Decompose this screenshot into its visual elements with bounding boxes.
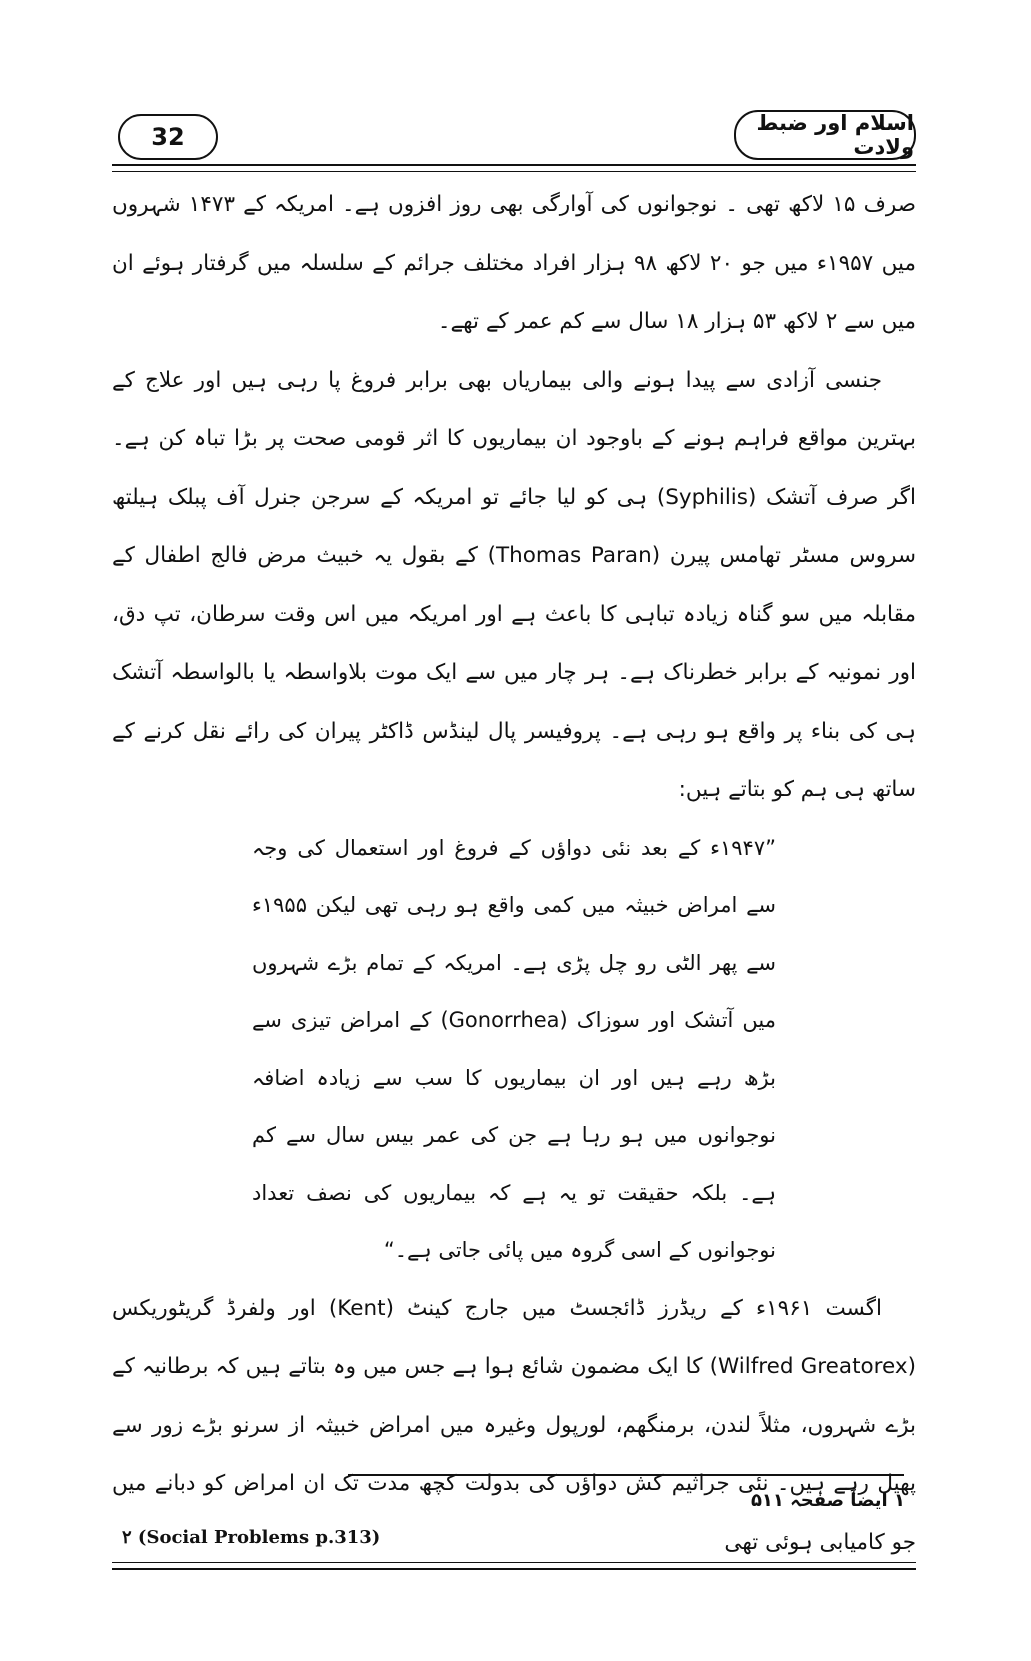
footer-divider [112,1562,916,1570]
main-text [112,176,916,1572]
footnote-2: ۲ (Social Problems p.313) [122,1527,381,1548]
block-quote: ”۱۹۴۷ء کے بعد نئی دواؤں کے فروغ اور استعمال کی وجہ سے امراض خبیثہ میں کمی واقع ہو رہی تھی لیکن ۱۹۵۵ء سے پھر الٹی رو چل پڑی ہے۔ امریکہ کے تمام بڑے شہروں میں آتشک اور سوزاک (Gonorrhea) کے امراض تیزی سے بڑھ رہے ہیں اور ان بیماریوں کا سب سے زیادہ اضافہ نوجوانوں میں ہو رہا ہے جن کی عمر بیس سال سے کم ہے۔ بلکہ حقیقت تو یہ ہے کہ بیماریوں کی نصف تعداد نوجوانوں کے اسی گروہ میں پائی جاتی ہے۔“ [252,835,776,1262]
paragraph-3: اگست ۱۹۶۱ء کے ریڈرز ڈائجسٹ میں جارج کینٹ (Kent) اور ولفرڈ گریٹوریکس (Wilfred Greatorex) کا ایک مضمون شائع ہوا ہے جس میں وہ بتاتے ہیں کہ برطانیہ کے بڑے شہروں، مثلاً لندن، برمنگھم، لورپول وغیرہ میں امراض خبیثہ از سرنو بڑے زور سے پھیل رہے ہیں۔ نئی جراثیم کش دواؤں کی بدولت کچھ مدت تک ان امراض کو دبانے میں جو کامیابی ہوئی تھی [112,1295,916,1555]
running-title: اسلام اور ضبط ولادت [734,110,916,160]
header-divider [112,164,916,172]
paragraph-1: صرف ۱۵ لاکھ تھی ۔ نوجوانوں کی آوارگی بھی روز افزوں ہے۔ امریکہ کے ۱۴۷۳ شہروں میں ۱۹۵۷ء میں جو ۲۰ لاکھ ۹۸ ہزار افراد مختلف جرائم کے سلسلہ میں گرفتار ہوئے ان میں سے ۲ لاکھ ۵۳ ہزار ۱۸ سال سے کم عمر کے تھے۔ [112,192,916,334]
page-header [112,110,916,164]
footnote-divider [348,1474,904,1476]
page-number: 32 [118,114,218,160]
paragraph-2: جنسی آزادی سے پیدا ہونے والی بیماریاں بھی برابر فروغ پا رہی ہیں اور علاج کے بہترین مواقع فراہم ہونے کے باوجود ان بیماریوں کا اثر قومی صحت پر بڑا تباہ کن ہے۔ اگر صرف آتشک (Syphilis) ہی کو لیا جائے تو امریکہ کے سرجن جنرل آف پبلک ہیلتھ سروس مسٹر تھامس پیرن (Thomas Paran) کے بقول یہ خبیث مرض فالج اطفال کے مقابلہ میں سو گناہ زیادہ تباہی کا باعث ہے اور امریکہ میں اس وقت سرطان، تپ دق، اور نمونیہ کے برابر خطرناک ہے۔ ہر چار میں سے ایک موت بلاواسطہ یا بالواسطہ آتشک ہی کی بناء پر واقع ہو رہی ہے۔ پروفیسر پال لینڈس ڈاکٹر پیران کی رائے نقل کرنے کے ساتھ ہی ہم کو بتاتے ہیں: [112,367,917,802]
footnote-1: ۱ ایضاً صفحہ ۵۱۱ [750,1490,905,1511]
